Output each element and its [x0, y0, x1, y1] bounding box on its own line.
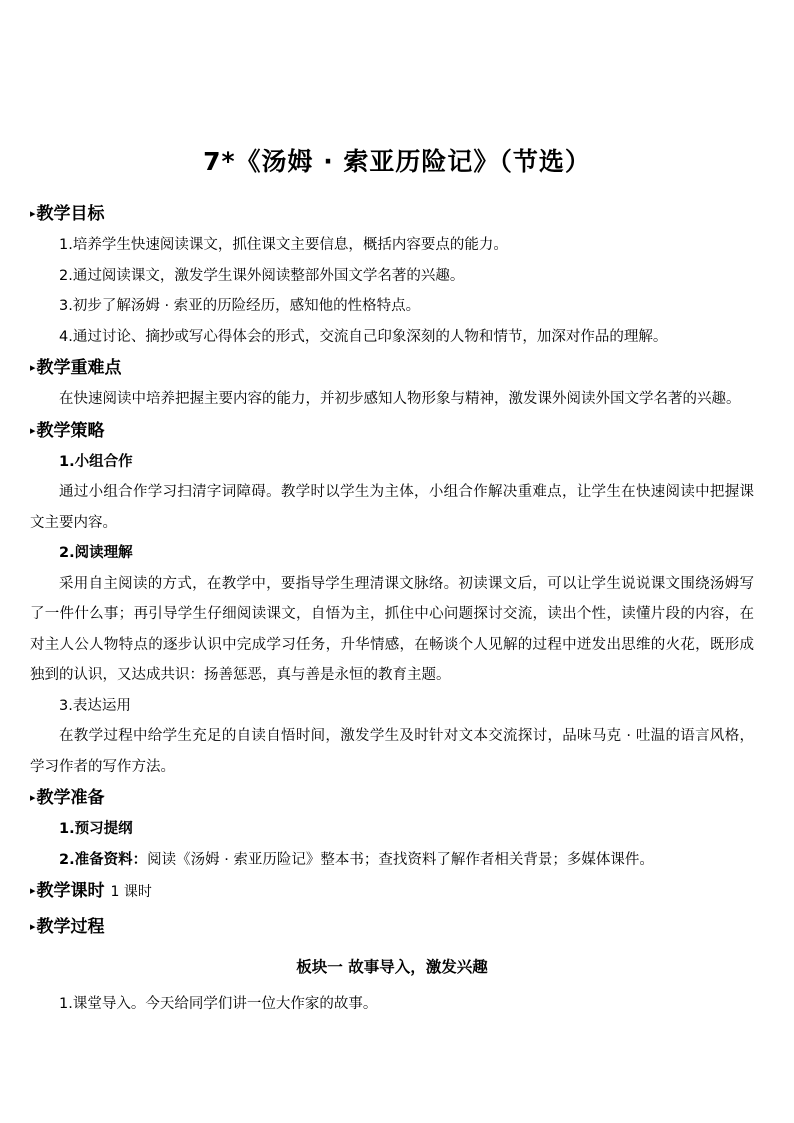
triangle-marker-icon: ▸ — [30, 791, 36, 804]
goal-item: 1.培养学生快速阅读课文，抓住课文主要信息，概括内容要点的能力。 — [59, 237, 508, 253]
triangle-marker-icon: ▸ — [30, 423, 36, 437]
strategy-subheading: 1.小组合作 — [59, 453, 133, 470]
document-body — [30, 198, 754, 1020]
strategy-subheading: 2.阅读理解 — [59, 545, 133, 561]
prep-item: 1.预习提纲 — [59, 821, 133, 837]
prep-item: 2.准备资料：阅读《汤姆 · 索亚历险记》整本书；查找资料了解作者相关背景；多媒体课件。 — [59, 851, 654, 868]
goal-item: 3.初步了解汤姆 · 索亚的历险经历，感知他的性格特点。 — [59, 298, 421, 314]
section-heading-key-points: ▸教学重难点 — [30, 358, 122, 378]
block-title: 板块一 故事导入，激发兴趣 — [296, 958, 488, 976]
process-item: 1.课堂导入。今天给同学们讲一位大作家的故事。 — [59, 996, 378, 1012]
triangle-marker-icon: ▸ — [30, 920, 36, 933]
goal-item: 2.通过阅读课文，激发学生课外阅读整部外国文学名著的兴趣。 — [59, 267, 465, 284]
section-heading-goals: ▸教学目标 — [30, 204, 105, 224]
section-heading-strategy: ▸教学策略 — [30, 420, 105, 441]
section-heading-process: ▸教学过程 — [30, 917, 105, 937]
triangle-marker-icon: ▸ — [30, 361, 36, 374]
strategy-paragraph: 通过小组合作学习扫清字词障碍。教学时以学生为主体，小组合作解决重难点，让学生在快速阅读中把握课文主要内容。 — [30, 484, 754, 531]
hours-value: 1 课时 — [110, 884, 152, 900]
key-points-text: 在快速阅读中培养把握主要内容的能力，并初步感知人物形象与精神，激发课外阅读外国文学名著的兴趣。 — [59, 391, 741, 407]
section-heading-hours: ▸教学课时 1 课时 — [30, 881, 152, 901]
triangle-marker-icon: ▸ — [30, 207, 36, 220]
section-heading-prep: ▸教学准备 — [30, 788, 105, 808]
goal-item: 4.通过讨论、摘抄或写心得体会的形式，交流自己印象深刻的人物和情节，加深对作品的理解。 — [59, 328, 668, 345]
document-title: 7*《汤姆 · 索亚历险记》（节选） — [203, 147, 591, 176]
strategy-paragraph: 在教学过程中给学生充足的自读自悟时间，激发学生及时针对文本交流探讨，品味马克 · 吐温的语言风格，学习作者的写作方法。 — [30, 728, 754, 775]
strategy-subheading: 3.表达运用 — [59, 697, 131, 714]
triangle-marker-icon: ▸ — [30, 884, 36, 897]
strategy-paragraph: 采用自主阅读的方式，在教学中，要指导学生理清课文脉络。初读课文后，可以让学生说说课文围绕汤姆写了一件什么事；再引导学生仔细阅读课文，自悟为主，抓住中心问题探讨交流，读出个性，读懂片段的内容，在对主人公人物特点的逐步认识中完成学习任务，升华情感，在畅谈个人见解的过程中迸发出思维的火花，既形成独到的认识，又达成共识：扬善惩恶，真与善是永恒的教育主题。 — [30, 575, 754, 683]
